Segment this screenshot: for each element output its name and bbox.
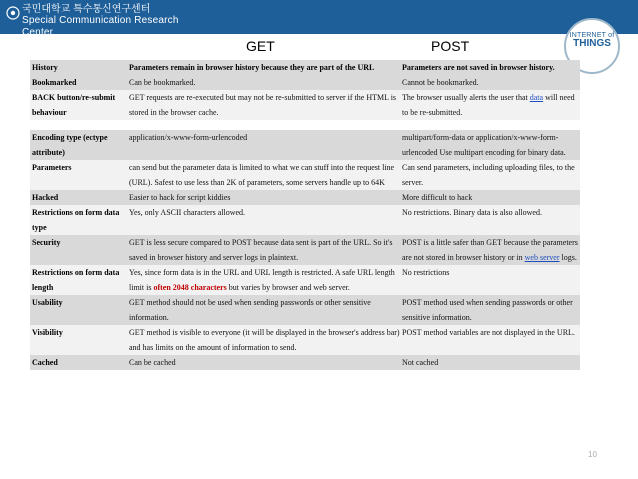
- get-text: Yes, since form data is in the URL and URL length is restricted. A safe URL length limit is: [129, 268, 395, 292]
- post-text: POST is a little safer than GET because the parameters are not stored in browser history or in: [402, 238, 578, 262]
- table-row: [30, 160, 580, 190]
- get-text: but varies by browser and web server.: [226, 283, 350, 292]
- post-cell: [400, 235, 580, 265]
- url-length-highlight: often 2048 characters: [153, 283, 227, 292]
- table-row: [30, 265, 580, 295]
- table-row: [30, 325, 580, 355]
- post-cell: Can send parameters, including uploading files, to the server.: [400, 160, 580, 190]
- post-column-header: POST: [431, 38, 470, 54]
- post-cell: No restrictions. Binary data is also allowed.: [400, 205, 580, 235]
- post-cell: multipart/form-data or application/x-www-form-urlencoded Use multipart encoding for binary data.: [400, 130, 580, 160]
- get-cell: Yes, only ASCII characters allowed.: [127, 205, 400, 235]
- get-cell: [127, 265, 400, 295]
- table-row: [30, 75, 580, 90]
- post-text: logs.: [559, 253, 577, 262]
- post-text: The browser usually alerts the user that: [402, 93, 530, 102]
- row-label: Usability: [30, 295, 127, 325]
- post-cell: POST method used when sending passwords or other sensitive information.: [400, 295, 580, 325]
- row-label: Restrictions on form data type: [30, 205, 127, 235]
- english-name: Special Communication Research Center: [22, 15, 179, 38]
- table-row: [30, 205, 580, 235]
- post-cell: POST method variables are not displayed in the URL.: [400, 325, 580, 355]
- row-label: Restrictions on form data length: [30, 265, 127, 295]
- iot-line2: THINGS: [573, 38, 611, 49]
- get-cell: can send but the parameter data is limited to what we can stuff into the request line (URL). Safest to use less than 2K of parameters, some servers handle up to 64K: [127, 160, 400, 190]
- post-cell: Not cached: [400, 355, 580, 370]
- comparison-table: [30, 60, 580, 370]
- row-label: History: [30, 60, 127, 75]
- get-cell: GET is less secure compared to POST because data sent is part of the URL. So it's saved in browser history and server logs in plaintext.: [127, 235, 400, 265]
- row-label: Parameters: [30, 160, 127, 190]
- row-label: Encoding type (ectype attribute): [30, 130, 127, 160]
- row-label: Security: [30, 235, 127, 265]
- row-label: Cached: [30, 355, 127, 370]
- row-label: Hacked: [30, 190, 127, 205]
- table-row: [30, 130, 580, 160]
- post-cell: Cannot be bookmarked.: [400, 75, 580, 90]
- get-cell: GET method should not be used when sending passwords or other sensitive information.: [127, 295, 400, 325]
- row-label: Bookmarked: [30, 75, 127, 90]
- data-link[interactable]: data: [529, 93, 544, 102]
- table-row: [30, 60, 580, 75]
- korean-name: 국민대학교 특수통신연구센터: [22, 4, 151, 15]
- post-cell: [400, 90, 580, 120]
- table-row: [30, 355, 580, 370]
- iot-line1: INTERNET of: [569, 32, 615, 39]
- web-server-link[interactable]: web server: [524, 253, 560, 262]
- post-cell: Parameters are not saved in browser history.: [400, 60, 580, 75]
- table-row: [30, 90, 580, 120]
- table-row: [30, 235, 580, 265]
- get-cell: Can be bookmarked.: [127, 75, 400, 90]
- post-text: will need to be re-submitted.: [402, 93, 575, 117]
- row-label: Visibility: [30, 325, 127, 355]
- get-cell: Can be cached: [127, 355, 400, 370]
- get-column-header: GET: [246, 38, 275, 54]
- post-cell: More difficult to hack: [400, 190, 580, 205]
- row-spacer: [30, 120, 580, 130]
- table-row: [30, 190, 580, 205]
- emblem-icon: [6, 6, 20, 20]
- get-cell: GET requests are re-executed but may not be re-submitted to server if the HTML is stored in the browser cache.: [127, 90, 400, 120]
- table-row: [30, 295, 580, 325]
- get-cell: application/x-www-form-urlencoded: [127, 130, 400, 160]
- get-cell: Easier to hack for script kiddies: [127, 190, 400, 205]
- row-label: BACK button/re-submit behaviour: [30, 90, 127, 120]
- get-cell: Parameters remain in browser history because they are part of the URL: [127, 60, 400, 75]
- get-cell: GET method is visible to everyone (it will be displayed in the browser's address bar) and has limits on the amount of information to send.: [127, 325, 400, 355]
- post-cell: No restrictions: [400, 265, 580, 295]
- page-number: 10: [588, 450, 597, 459]
